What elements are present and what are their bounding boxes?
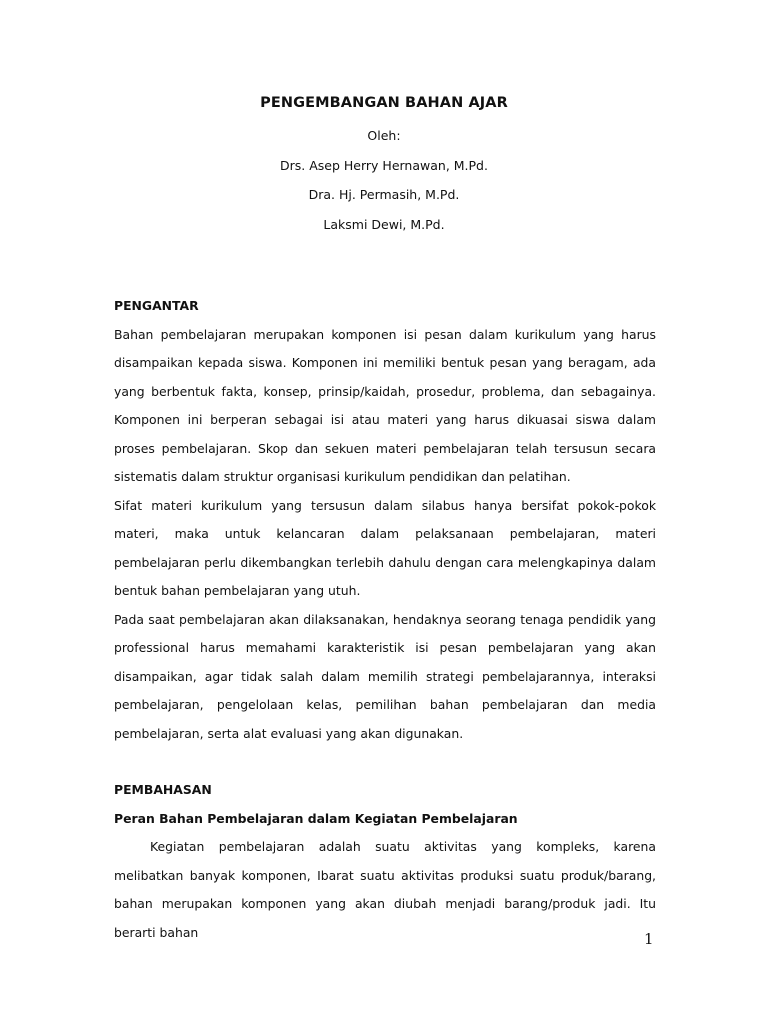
section-spacer: [114, 748, 656, 776]
section-heading-pengantar: PENGANTAR: [114, 298, 199, 313]
subsection-heading: Peran Bahan Pembelajaran dalam Kegiatan Pembelajaran: [114, 810, 518, 826]
paragraph: Kegiatan pembelajaran adalah suatu aktivitas yang kompleks, karena melibatkan banyak komponen, Ibarat suatu aktivitas produksi suatu produk/barang, bahan merupakan komponen yang akan diubah menjadi barang/produk jadi. Itu berarti bahan: [114, 839, 656, 940]
author-name: Drs. Asep Herry Hernawan, M.Pd.: [280, 157, 488, 173]
document-header: [0, 92, 768, 239]
author-name: Laksmi Dewi, M.Pd.: [323, 216, 445, 232]
oleh-label: Oleh:: [367, 128, 401, 143]
paragraph: Bahan pembelajaran merupakan komponen isi pesan dalam kurikulum yang harus disampaikan kepada siswa. Komponen ini memiliki bentuk pesan yang beragam, ada yang berbentuk fakta, konsep, prinsip/kaidah, prosedur, problema, dan sebagainya. Komponen ini berperan sebagai isi atau materi yang harus dikuasai siswa dalam proses pembelajaran. Skop dan sekuen materi pembelajaran telah tersusun secara sistematis dalam struktur organisasi kurikulum pendidikan dan pelatihan.: [114, 326, 656, 484]
paragraph: Sifat materi kurikulum yang tersusun dalam silabus hanya bersifat pokok-pokok materi, maka untuk kelancaran dalam pelaksanaan pembelajaran, materi pembelajaran perlu dikembangkan terlebih dahulu dengan cara melengkapinya dalam bentuk bahan pembelajaran yang utuh.: [114, 497, 656, 598]
paragraph: Pada saat pembelajaran akan dilaksanakan, hendaknya seorang tenaga pendidik yang professional harus memahami karakteristik isi pesan pembelajaran yang akan disampaikan, agar tidak salah dalam memilih strategi pembelajarannya, interaksi pembelajaran, pengelolaan kelas, pemilihan bahan pembelajaran dan media pembelajaran, serta alat evaluasi yang akan digunakan.: [114, 611, 656, 741]
document-title: PENGEMBANGAN BAHAN AJAR: [260, 95, 508, 111]
page-number: 1: [644, 930, 654, 948]
section-heading-pembahasan: PEMBAHASAN: [114, 782, 212, 797]
document-body: [114, 292, 656, 947]
author-name: Dra. Hj. Permasih, M.Pd.: [308, 187, 460, 202]
